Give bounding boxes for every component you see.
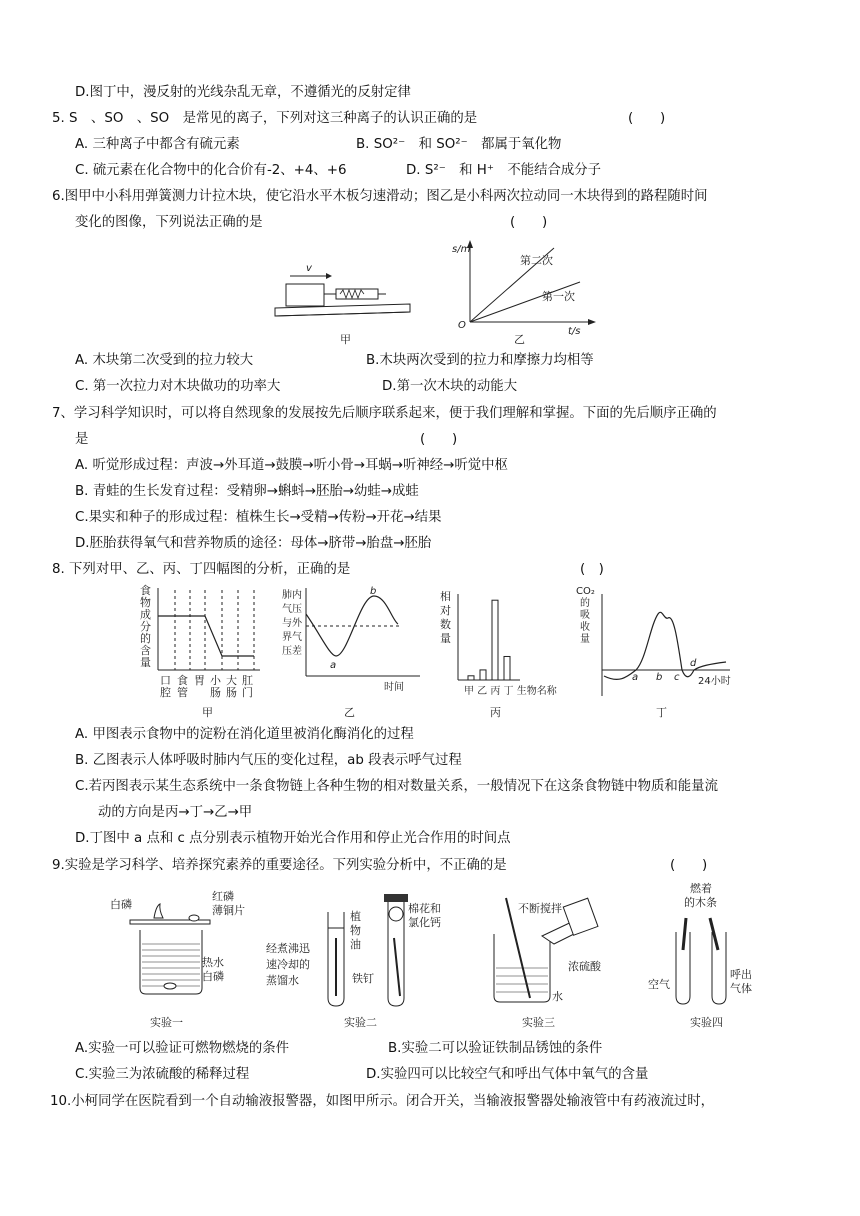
figure-8-yi-label: 乙 bbox=[344, 706, 355, 719]
q6-stem: 6.图甲中小科用弹簧测力计拉木块，使它沿水平木板匀速滑动；图乙是小科两次拉动同一木块得到的路程随时间 bbox=[52, 189, 708, 204]
svg-text:门: 门 bbox=[242, 686, 253, 699]
svg-text:a: a bbox=[632, 672, 639, 683]
svg-text:对: 对 bbox=[440, 604, 451, 617]
origin-label: O bbox=[458, 320, 466, 331]
q6-option-c: C. 第一次拉力对木块做功的功率大 bbox=[75, 379, 281, 394]
q6-figure bbox=[270, 238, 600, 350]
bing-bar-1 bbox=[480, 670, 486, 680]
svg-text:物: 物 bbox=[350, 924, 361, 937]
svg-text:水: 水 bbox=[552, 990, 563, 1003]
q6-stem-cont: 变化的图像，下列说法正确的是 bbox=[75, 215, 263, 230]
svg-text:经煮沸迅: 经煮沸迅 bbox=[266, 942, 310, 955]
q5-option-c: C. 硫元素在化合物中的化合价有-2、+4、+6 bbox=[75, 163, 347, 178]
bing-bar-3 bbox=[504, 656, 510, 680]
figure-jia-label: 甲 bbox=[340, 333, 351, 346]
svg-text:分: 分 bbox=[140, 620, 151, 633]
svg-text:白磷: 白磷 bbox=[110, 898, 132, 911]
svg-text:薄铜片: 薄铜片 bbox=[212, 904, 245, 917]
svg-text:呼出: 呼出 bbox=[730, 968, 752, 981]
svg-text:小: 小 bbox=[210, 674, 221, 687]
s-axis-label: s/m bbox=[452, 244, 471, 255]
figure-8-yi bbox=[282, 586, 420, 719]
figure-8-bing-label: 丙 bbox=[490, 706, 501, 719]
svg-text:蒸馏水: 蒸馏水 bbox=[266, 974, 299, 987]
figure-8-bing bbox=[440, 589, 558, 719]
svg-text:24小时: 24小时 bbox=[698, 676, 731, 687]
figure-yi-label: 乙 bbox=[514, 333, 525, 346]
svg-text:的: 的 bbox=[140, 632, 151, 645]
q7-option-b: B. 青蛙的生长发育过程：受精卵→蝌蚪→胚胎→幼蛙→成蛙 bbox=[75, 484, 419, 499]
svg-text:管: 管 bbox=[177, 686, 188, 699]
q5-option-b: B. SO²⁻ 和 SO²⁻ 都属于氧化物 bbox=[356, 137, 562, 152]
q5-option-a: A. 三种离子中都含有硫元素 bbox=[75, 137, 240, 152]
svg-text:口: 口 bbox=[160, 674, 171, 687]
figure-8-ding bbox=[576, 586, 731, 719]
q5-answer-paren: ( ) bbox=[628, 111, 666, 126]
svg-text:量: 量 bbox=[580, 634, 590, 645]
svg-text:实验一: 实验一 bbox=[150, 1016, 183, 1029]
q8-option-c-cont: 动的方向是丙→丁→乙→甲 bbox=[98, 805, 253, 820]
svg-text:与外: 与外 bbox=[282, 618, 302, 629]
svg-text:气体: 气体 bbox=[730, 982, 752, 995]
q6-answer-paren: ( ) bbox=[510, 215, 548, 230]
q9-answer-paren: ( ) bbox=[670, 858, 708, 873]
q8-option-d: D.丁图中 a 点和 c 点分别表示植物开始光合作用和停止光合作用的时间点 bbox=[75, 831, 511, 846]
svg-text:肠: 肠 bbox=[210, 686, 221, 699]
experiment-3 bbox=[494, 898, 602, 1029]
q7-stem: 7、学习科学知识时，可以将自然现象的发展按先后顺序联系起来，便于我们理解和掌握。下面的先后顺序正确的 bbox=[52, 406, 717, 421]
svg-text:食: 食 bbox=[140, 584, 151, 597]
svg-text:实验二: 实验二 bbox=[344, 1016, 377, 1029]
svg-text:含: 含 bbox=[140, 644, 151, 657]
q7-option-c: C.果实和种子的形成过程：植株生长→受精→传粉→开花→结果 bbox=[75, 510, 442, 525]
svg-text:CO₂: CO₂ bbox=[576, 586, 595, 597]
svg-text:浓硫酸: 浓硫酸 bbox=[568, 960, 601, 973]
svg-text:肠: 肠 bbox=[226, 686, 237, 699]
q9-option-b: B.实验二可以验证铁制品锈蚀的条件 bbox=[388, 1041, 603, 1056]
svg-text:空气: 空气 bbox=[648, 978, 670, 991]
svg-text:a: a bbox=[330, 660, 337, 671]
q8-answer-paren: ( ) bbox=[580, 562, 604, 577]
svg-text:量: 量 bbox=[140, 656, 151, 669]
svg-text:肛: 肛 bbox=[242, 674, 253, 687]
svg-text:压差: 压差 bbox=[282, 646, 302, 657]
svg-text:吸: 吸 bbox=[580, 610, 590, 621]
figure-jia-block-on-board bbox=[275, 263, 410, 316]
velocity-label: v bbox=[306, 263, 312, 274]
svg-text:b: b bbox=[370, 586, 377, 597]
q9-figure bbox=[110, 878, 790, 1038]
svg-text:实验三: 实验三 bbox=[522, 1016, 555, 1029]
q10-stem: 10.小柯同学在医院看到一个自动输液报警器，如图甲所示。闭合开关，当输液报警器处输液管中有药液流过时， bbox=[50, 1094, 715, 1109]
svg-text:油: 油 bbox=[350, 938, 361, 951]
line-second-label: 第二次 bbox=[520, 254, 553, 267]
q9-option-c: C.实验三为浓硫酸的稀释过程 bbox=[75, 1067, 250, 1082]
q7-option-d: D.胚胎获得氧气和营养物质的途径：母体→脐带→胎盘→胚胎 bbox=[75, 536, 432, 551]
q6-option-a: A. 木块第二次受到的拉力较大 bbox=[75, 353, 254, 368]
svg-text:大: 大 bbox=[226, 674, 237, 687]
svg-text:食: 食 bbox=[177, 674, 188, 687]
svg-text:实验四: 实验四 bbox=[690, 1016, 723, 1029]
svg-text:界气: 界气 bbox=[282, 632, 302, 643]
figure-8-jia bbox=[140, 584, 260, 719]
q5-stem: 5. S 、SO 、SO 是常见的离子，下列对这三种离子的认识正确的是 bbox=[52, 111, 478, 126]
q9-stem: 9.实验是学习科学、培养探究素养的重要途径。下列实验分析中，不正确的是 bbox=[52, 858, 507, 873]
svg-text:成: 成 bbox=[140, 608, 151, 621]
q5-option-d: D. S²⁻ 和 H⁺ 不能结合成分子 bbox=[406, 163, 602, 178]
svg-text:燃着: 燃着 bbox=[690, 882, 712, 895]
q8-option-b: B. 乙图表示人体呼吸时肺内气压的变化过程，ab 段表示呼气过程 bbox=[75, 753, 462, 768]
q8-figure bbox=[130, 584, 780, 724]
q6-option-b: B.木块两次受到的拉力和摩擦力均相等 bbox=[366, 353, 594, 368]
svg-text:时间: 时间 bbox=[384, 682, 404, 693]
svg-text:相: 相 bbox=[440, 590, 451, 603]
experiment-2 bbox=[266, 894, 441, 1029]
svg-text:热水: 热水 bbox=[202, 956, 224, 969]
svg-text:的木条: 的木条 bbox=[684, 896, 717, 909]
svg-text:d: d bbox=[690, 658, 697, 669]
svg-text:氯化钙: 氯化钙 bbox=[408, 916, 441, 929]
figure-8-jia-label: 甲 bbox=[202, 706, 213, 719]
svg-text:肺内: 肺内 bbox=[282, 590, 302, 601]
svg-text:甲 乙 丙 丁 生物名称: 甲 乙 丙 丁 生物名称 bbox=[464, 686, 557, 697]
q7-answer-paren: ( ) bbox=[420, 432, 458, 447]
svg-text:胃: 胃 bbox=[194, 674, 205, 687]
q7-stem-cont: 是 bbox=[75, 432, 89, 447]
q9-option-a: A.实验一可以验证可燃物燃烧的条件 bbox=[75, 1041, 290, 1056]
bing-bar-0 bbox=[468, 676, 474, 680]
figure-yi-graph bbox=[452, 240, 596, 337]
q8-option-a: A. 甲图表示食物中的淀粉在消化道里被消化酶消化的过程 bbox=[75, 727, 414, 742]
figure-8-ding-label: 丁 bbox=[656, 706, 667, 719]
q8-stem: 8. 下列对甲、乙、丙、丁四幅图的分析，正确的是 bbox=[52, 562, 351, 577]
svg-text:气压: 气压 bbox=[282, 604, 302, 615]
svg-text:量: 量 bbox=[440, 632, 451, 645]
svg-text:红磷: 红磷 bbox=[212, 890, 234, 903]
svg-text:铁钉: 铁钉 bbox=[352, 972, 374, 985]
svg-text:c: c bbox=[674, 672, 680, 683]
q6-option-d: D.第一次木块的动能大 bbox=[382, 379, 518, 394]
svg-text:腔: 腔 bbox=[160, 686, 171, 699]
q4-option-d: D.图丁中，漫反射的光线杂乱无章，不遵循光的反射定律 bbox=[75, 85, 411, 100]
svg-text:白磷: 白磷 bbox=[202, 970, 224, 983]
svg-text:数: 数 bbox=[440, 618, 451, 631]
svg-text:棉花和: 棉花和 bbox=[408, 902, 441, 915]
experiment-4 bbox=[648, 881, 752, 1029]
bing-bar-2 bbox=[492, 600, 498, 680]
q7-option-a: A. 听觉形成过程：声波→外耳道→鼓膜→听小骨→耳蜗→听神经→听觉中枢 bbox=[75, 458, 508, 473]
q9-option-d: D.实验四可以比较空气和呼出气体中氧气的含量 bbox=[366, 1067, 649, 1082]
svg-text:速冷却的: 速冷却的 bbox=[266, 958, 310, 971]
svg-text:不断搅拌: 不断搅拌 bbox=[518, 902, 562, 915]
svg-text:收: 收 bbox=[580, 622, 590, 633]
svg-text:b: b bbox=[656, 672, 663, 683]
svg-text:植: 植 bbox=[350, 910, 361, 923]
experiment-1 bbox=[110, 889, 245, 1029]
line-first-label: 第一次 bbox=[542, 290, 575, 303]
t-axis-label: t/s bbox=[568, 326, 581, 337]
svg-text:的: 的 bbox=[580, 598, 590, 609]
svg-text:物: 物 bbox=[140, 596, 151, 609]
q8-option-c: C.若丙图表示某生态系统中一条食物链上各种生物的相对数量关系，一般情况下在这条食物链中物质和能量流 bbox=[75, 779, 718, 794]
